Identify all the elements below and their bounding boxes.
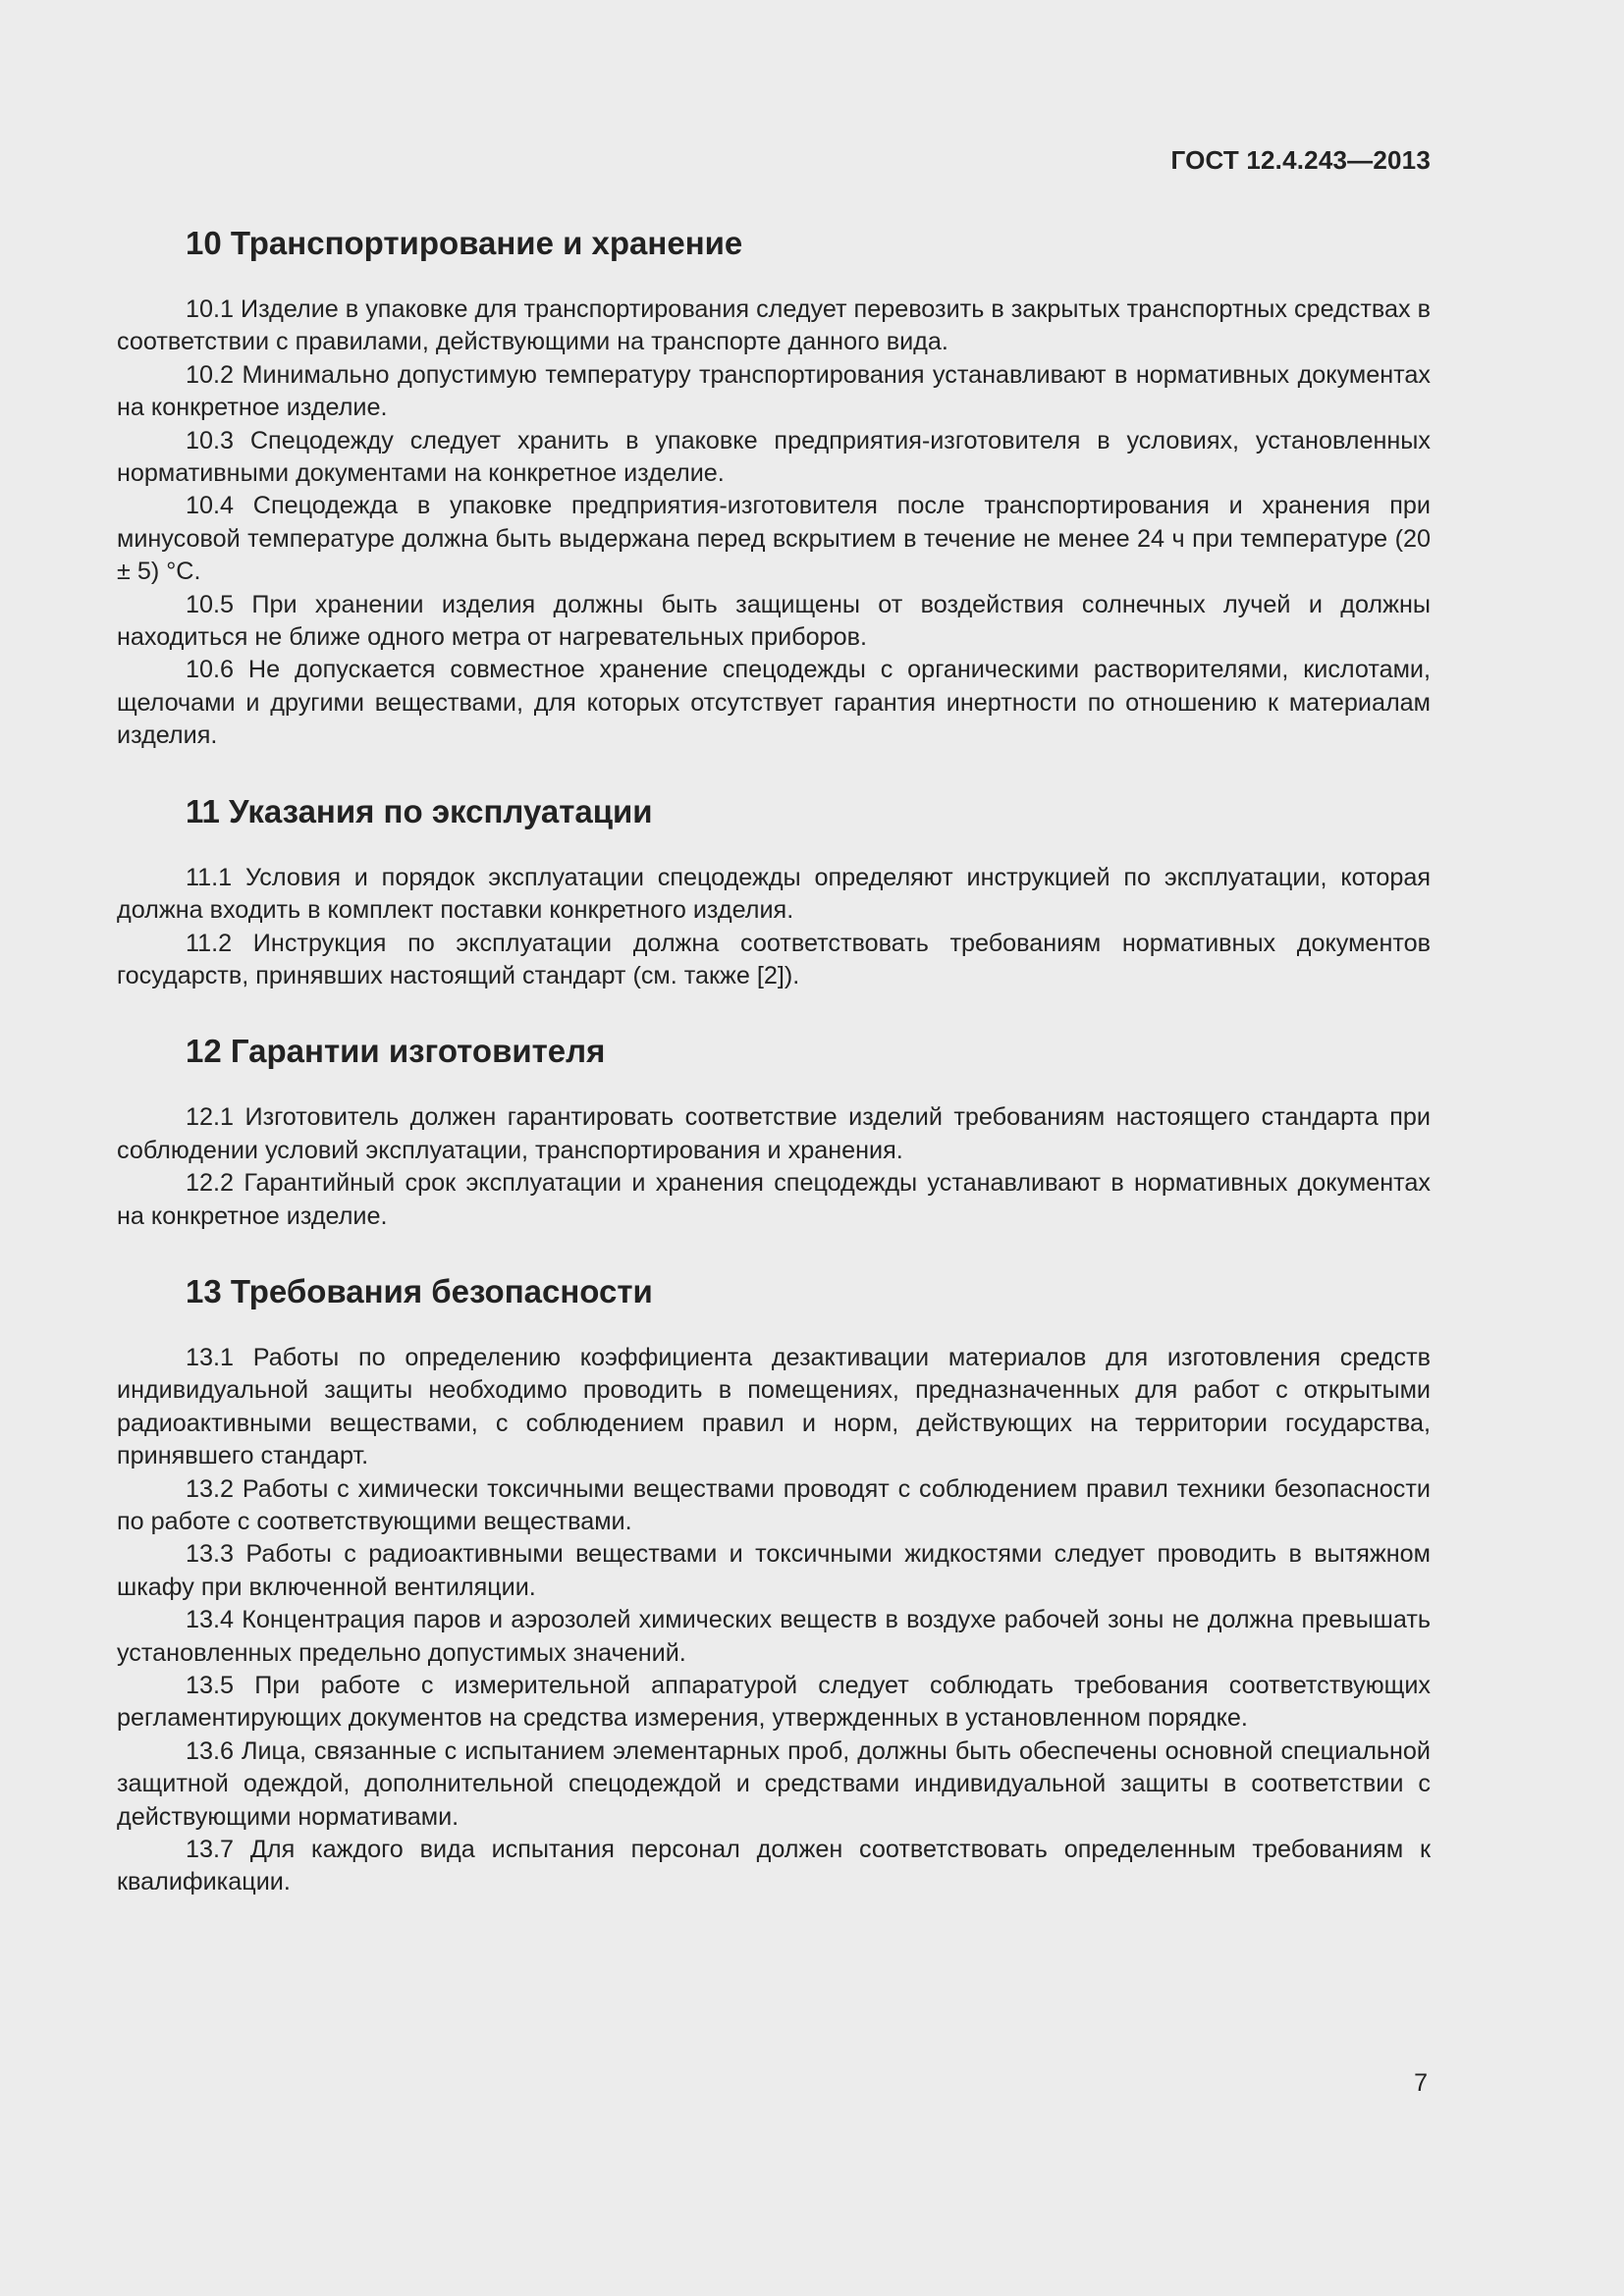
- paragraph-13-6: 13.6 Лица, связанные с испытанием элементарных проб, должны быть обеспечены основной специальной защитной одеждой, дополнительной спецодеждой и средствами индивидуальной защиты в соответствии с действующими нормативами.: [117, 1736, 1431, 1831]
- paragraph-12-2: 12.2 Гарантийный срок эксплуатации и хранения спецодежды устанавливают в нормативных документах на конкретное изделие.: [117, 1169, 1431, 1230]
- paragraph-13-1: 13.1 Работы по определению коэффициента дезактивации материалов для изготовления средств индивидуальной защиты необходимо проводить в помещениях, предназначенных для работ с открытыми радиоактивными веществами, с соблюдением правил и норм, действующих на территории государства, принявшего стандарт.: [117, 1343, 1431, 1470]
- section-title: 10 Транспортирование и хранение: [186, 225, 743, 261]
- paragraph-13-5: 13.5 При работе с измерительной аппаратурой следует соблюдать требования соответствующих регламентирующих документов на средства измерения, утвержденных в установленном порядке.: [117, 1672, 1431, 1733]
- section-transport-storage: [117, 220, 1431, 753]
- paragraph-10-1: 10.1 Изделие в упаковке для транспортирования следует перевозить в закрытых транспортных средствах в соответствии с правилами, действующими на транспорте данного вида.: [117, 295, 1431, 356]
- paragraph-13-4: 13.4 Концентрация паров и аэрозолей химических веществ в воздухе рабочей зоны не должна превышать установленных предельно допустимых значений.: [117, 1606, 1431, 1667]
- paragraph-10-2: 10.2 Минимально допустимую температуру транспортирования устанавливают в нормативных документах на конкретное изделие.: [117, 360, 1431, 422]
- section-title: 12 Гарантии изготовителя: [186, 1033, 606, 1070]
- paragraph-10-3: 10.3 Спецодежду следует хранить в упаковке предприятия-изготовителя в условиях, установленных нормативными документами на конкретное изделие.: [117, 426, 1431, 488]
- paragraph-13-2: 13.2 Работы с химически токсичными веществами проводят с соблюдением правил техники безопасности по работе с соответствующими веществами.: [117, 1474, 1431, 1535]
- section-operation-instructions: [117, 788, 1431, 993]
- paragraph-11-1: 11.1 Условия и порядок эксплуатации спецодежды определяют инструкцией по эксплуатации, которая должна входить в комплект поставки конкретного изделия.: [117, 863, 1431, 925]
- section-manufacturer-warranty: [117, 1028, 1431, 1233]
- paragraph-11-2: 11.2 Инструкция по эксплуатации должна соответствовать требованиям нормативных документов государств, принявших настоящий стандарт (см. также [2]).: [117, 929, 1431, 989]
- section-title: 11 Указания по эксплуатации: [186, 792, 653, 829]
- section-safety-requirements: [117, 1268, 1431, 1899]
- paragraph-10-6: 10.6 Не допускается совместное хранение спецодежды с органическими растворителями, кислотами, щелочами и другими веществами, для которых отсутствует гарантия инертности по отношению к материалам изделия.: [117, 656, 1431, 750]
- paragraph-10-5: 10.5 При хранении изделия должны быть защищены от воздействия солнечных лучей и должны находиться не ближе одного метра от нагревательных приборов.: [117, 590, 1431, 652]
- document-body: [117, 220, 1431, 1935]
- section-title: 13 Требования безопасности: [186, 1272, 653, 1309]
- paragraph-10-4: 10.4 Спецодежда в упаковке предприятия-изготовителя после транспортирования и хранения при минусовой температуре должна быть выдержана перед вскрытием в течение не менее 24 ч при температуре (20 ± 5) °С.: [117, 492, 1431, 586]
- page-number: 7: [1414, 2069, 1428, 2097]
- paragraph-13-3: 13.3 Работы с радиоактивными веществами и токсичными жидкостями следует проводить в вытяжном шкафу при включенной вентиляции.: [117, 1540, 1431, 1601]
- document-code: ГОСТ 12.4.243—2013: [1170, 145, 1431, 175]
- paragraph-12-1: 12.1 Изготовитель должен гарантировать соответствие изделий требованиям настоящего стандарта при соблюдении условий эксплуатации, транспортирования и хранения.: [117, 1103, 1431, 1164]
- paragraph-13-7: 13.7 Для каждого вида испытания персонал должен соответствовать определенным требованиям к квалификации.: [117, 1836, 1431, 1896]
